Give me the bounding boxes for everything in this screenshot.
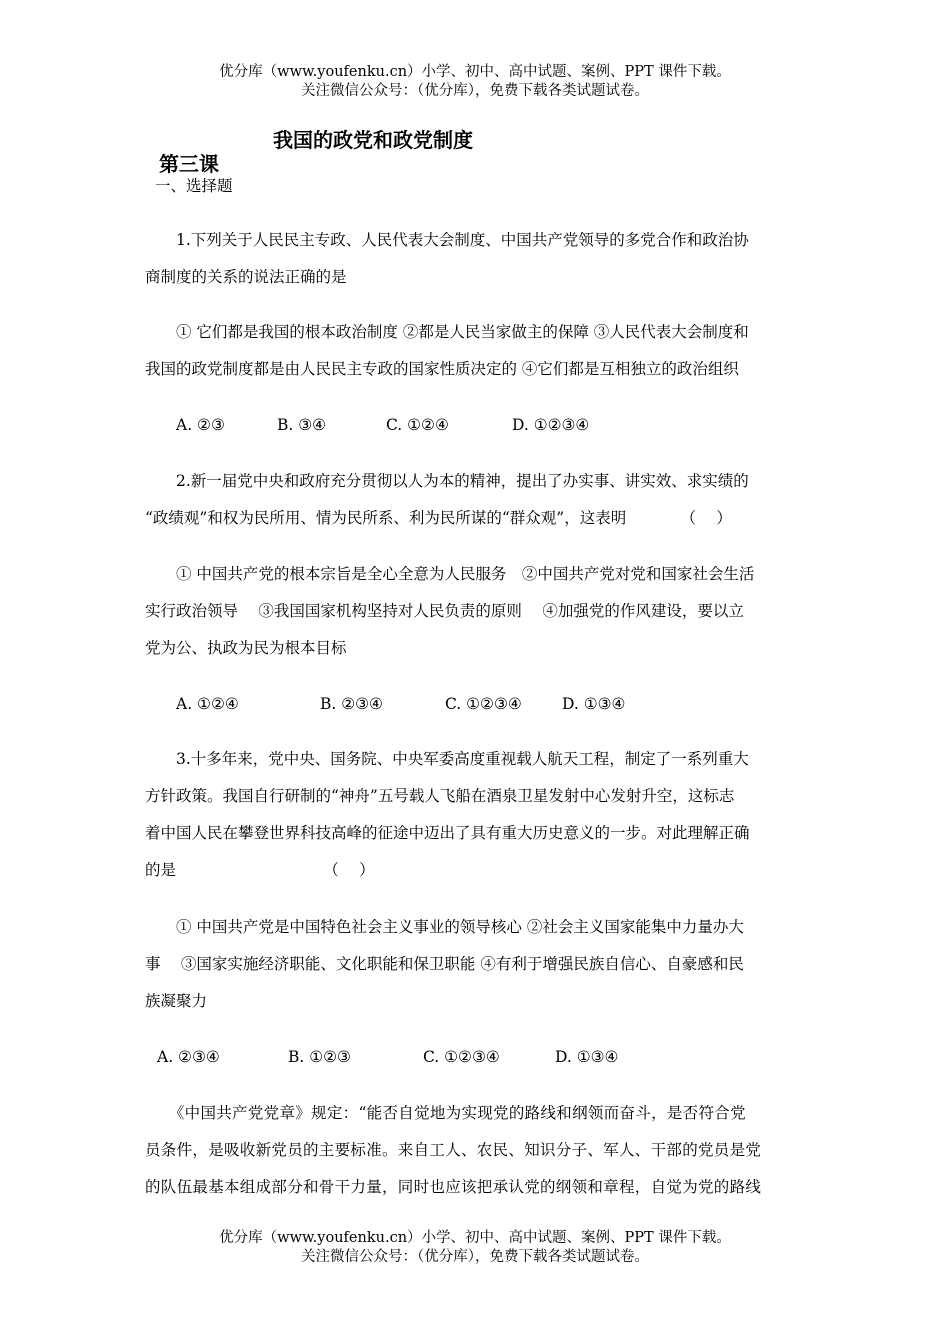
q2-option-a: A. ①②④ xyxy=(176,695,239,713)
header-line-2: 关注微信公众号：（优分库），免费下载各类试题试卷。 xyxy=(301,83,649,99)
footer-line-2: 关注微信公众号：（优分库），免费下载各类试题试卷。 xyxy=(301,1249,649,1265)
q1-option-b: B. ③④ xyxy=(277,416,327,434)
page-header xyxy=(0,63,950,101)
q2-option-d: D. ①③④ xyxy=(562,695,626,713)
q2-stem xyxy=(145,463,805,537)
q3-statement-line: 事 ③国家实施经济职能、文化职能和保卫职能 ④有利于增强民族自信心、自豪感和民 xyxy=(145,955,744,973)
q3-stem-line: 方针政策。我国自行研制的“神舟”五号载人飞船在酒泉卫星发射中心发射升空，这标志 xyxy=(145,787,735,805)
q1-statements xyxy=(145,314,805,388)
q3-option-a: A. ②③④ xyxy=(157,1048,220,1066)
q1-stem xyxy=(145,222,805,296)
q3-stem-line: 着中国人民在攀登世界科技高峰的征途中迈出了具有重大历史意义的一步。对此理解正确 xyxy=(145,824,750,842)
excerpt-paragraph xyxy=(145,1095,805,1206)
excerpt-line: 的队伍最基本组成部分和骨干力量，同时也应该把承认党的纲领和章程，自觉为党的路线 xyxy=(145,1178,762,1196)
q2-option-b: B. ②③④ xyxy=(320,695,383,713)
section-heading: 一、选择题 xyxy=(155,177,233,195)
q3-stem-line: 的是 （ ） xyxy=(145,861,375,879)
q3-option-c: C. ①②③④ xyxy=(423,1048,500,1066)
lesson-topic: 我国的政党和政党制度 xyxy=(273,128,473,152)
page-footer xyxy=(0,1229,950,1267)
q3-statement-line: ① 中国共产党是中国特色社会主义事业的领导核心 ②社会主义国家能集中力量办大 xyxy=(145,918,744,936)
q3-statements xyxy=(145,909,805,1020)
q1-statement-line: ① 它们都是我国的根本政治制度 ②都是人民当家做主的保障 ③人民代表大会制度和 xyxy=(145,323,749,341)
q3-option-d: D. ①③④ xyxy=(555,1048,619,1066)
q2-option-c: C. ①②③④ xyxy=(445,695,522,713)
lesson-number: 第三课 xyxy=(158,152,219,176)
q1-statement-line: 我国的政党制度都是由人民民主专政的国家性质决定的 ④它们都是互相独立的政治组织 xyxy=(145,360,739,378)
q2-stem-line: 2.新一届党中央和政府充分贯彻以人为本的精神，提出了办实事、讲实效、求实绩的 xyxy=(145,472,749,490)
q2-statement-line: ① 中国共产党的根本宗旨是全心全意为人民服务 ②中国共产党对党和国家社会生活 xyxy=(145,565,755,583)
q2-statement-line: 党为公、执政为民为根本目标 xyxy=(145,639,347,657)
q1-option-c: C. ①②④ xyxy=(386,416,449,434)
q1-option-d: D. ①②③④ xyxy=(512,416,590,434)
q1-stem-line: 商制度的关系的说法正确的是 xyxy=(145,268,347,286)
q1-option-a: A. ②③ xyxy=(176,416,225,434)
excerpt-line: 员条件，是吸收新党员的主要标准。来自工人、农民、知识分子、军人、干部的党员是党 xyxy=(145,1141,762,1159)
q3-option-b: B. ①②③ xyxy=(288,1048,351,1066)
q3-statement-line: 族凝聚力 xyxy=(145,992,208,1010)
footer-line-1: 优分库（www.youfenku.cn）小学、初中、高中试题、案例、PPT 课件下载。 xyxy=(219,1230,731,1246)
q2-statement-line: 实行政治领导 ③我国国家机构坚持对人民负责的原则 ④加强党的作风建设，要以立 xyxy=(145,602,744,620)
q2-statements xyxy=(145,556,805,667)
excerpt-line: 《中国共产党党章》规定：“能否自觉地为实现党的路线和纲领而奋斗，是否符合党 xyxy=(145,1104,746,1122)
q3-stem xyxy=(145,741,805,889)
q2-stem-line: “政绩观”和权为民所用、情为民所系、利为民所谋的“群众观”，这表明 （ ） xyxy=(145,509,732,527)
header-line-1: 优分库（www.youfenku.cn）小学、初中、高中试题、案例、PPT 课件下载。 xyxy=(219,64,731,80)
q3-stem-line: 3.十多年来，党中央、国务院、中央军委高度重视载人航天工程，制定了一系列重大 xyxy=(145,750,749,768)
q1-stem-line: 1.下列关于人民民主专政、人民代表大会制度、中国共产党领导的多党合作和政治协 xyxy=(145,231,749,249)
